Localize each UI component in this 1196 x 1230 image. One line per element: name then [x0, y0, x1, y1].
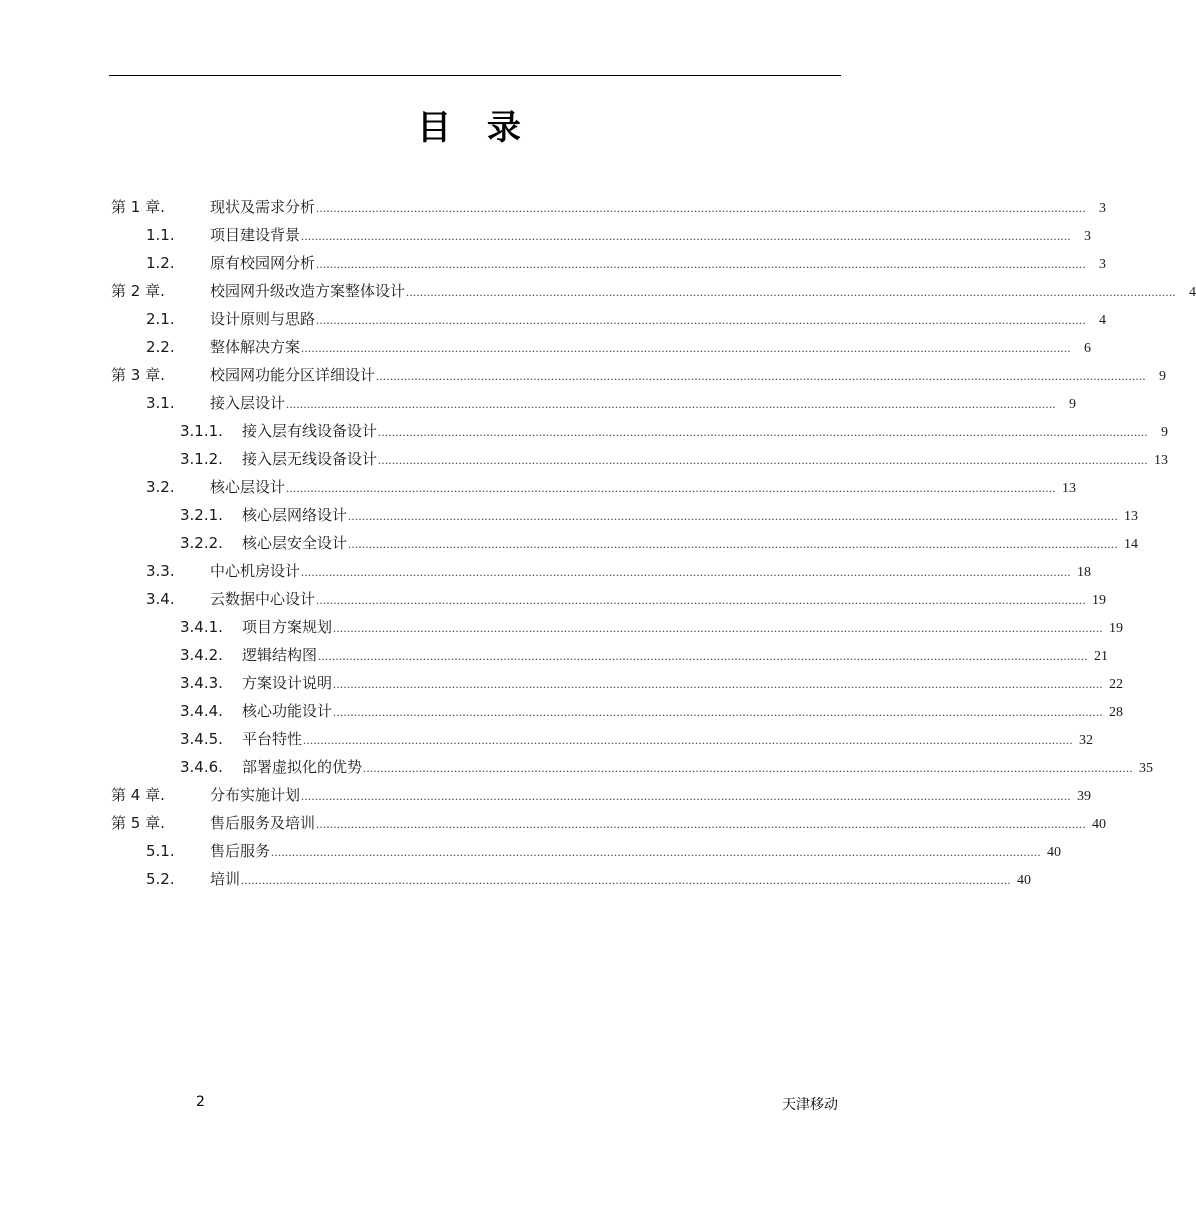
- toc-entry-label[interactable]: 核心功能设计: [242, 702, 333, 720]
- toc-entry-page: 39: [1077, 789, 1092, 804]
- toc-entry-page: 3: [1099, 201, 1107, 216]
- toc-entry-number: 1.2.: [146, 254, 175, 272]
- toc-entry-page: 40: [1047, 845, 1062, 860]
- toc-dot-leader: ............................................................................................................................................................................................................................: [316, 593, 1087, 607]
- toc-entry-page: 4: [1099, 313, 1107, 328]
- toc-dot-leader: ............................................................................................................................................................................................................................: [333, 705, 1104, 719]
- toc-dot-leader: ............................................................................................................................................................................................................................: [318, 649, 1089, 663]
- toc-entry[interactable]: [180, 501, 1139, 529]
- toc-dot-leader: ............................................................................................................................................................................................................................: [301, 565, 1072, 579]
- toc-entry-page: 22: [1109, 677, 1124, 692]
- toc-entry-label[interactable]: 接入层设计: [210, 394, 286, 412]
- toc-entry-label[interactable]: 项目方案规划: [242, 618, 333, 636]
- footer-company: 天津移动: [782, 1097, 838, 1113]
- toc-dot-leader: ............................................................................................................................................................................................................................: [333, 621, 1104, 635]
- toc-entry-label[interactable]: 逻辑结构图: [242, 646, 318, 664]
- toc-entry-number: 3.4.1.: [180, 618, 223, 636]
- toc-entry-label[interactable]: 培训: [210, 870, 241, 888]
- toc-entry-label[interactable]: 分布实施计划: [210, 786, 301, 804]
- toc-entry[interactable]: [146, 333, 1092, 361]
- toc-entry-number: 3.1.2.: [180, 450, 223, 468]
- toc-entry[interactable]: [146, 221, 1092, 249]
- toc-dot-leader: ............................................................................................................................................................................................................................: [378, 425, 1149, 439]
- toc-dot-leader: ............................................................................................................................................................................................................................: [286, 481, 1057, 495]
- toc-entry-number: 第 5 章.: [111, 814, 165, 832]
- toc-entry-page: 9: [1161, 425, 1169, 440]
- toc-entry[interactable]: [146, 473, 1077, 501]
- toc-entry[interactable]: [146, 389, 1077, 417]
- toc-entry[interactable]: [111, 277, 1196, 305]
- toc-entry-page: 40: [1092, 817, 1107, 832]
- toc-dot-leader: ............................................................................................................................................................................................................................: [301, 229, 1072, 243]
- toc-entry-page: 19: [1092, 593, 1107, 608]
- toc-dot-leader: ............................................................................................................................................................................................................................: [301, 789, 1072, 803]
- toc-entry-label[interactable]: 售后服务: [210, 842, 271, 860]
- toc-entry-number: 3.4.4.: [180, 702, 223, 720]
- toc-entry-page: 13: [1124, 509, 1139, 524]
- toc-entry[interactable]: [146, 865, 1032, 893]
- toc-entry-number: 3.4.2.: [180, 646, 223, 664]
- toc-entry-label[interactable]: 校园网升级改造方案整体设计: [210, 282, 406, 300]
- toc-entry-label[interactable]: 原有校园网分析: [210, 254, 316, 272]
- toc-entry[interactable]: [180, 529, 1139, 557]
- toc-entry-number: 3.1.: [146, 394, 175, 412]
- toc-entry[interactable]: [111, 193, 1107, 221]
- toc-entry-page: 13: [1154, 453, 1169, 468]
- toc-entry-page: 3: [1099, 257, 1107, 272]
- toc-dot-leader: ............................................................................................................................................................................................................................: [376, 369, 1147, 383]
- toc-entry-number: 第 3 章.: [111, 366, 165, 384]
- toc-entry-page: 35: [1139, 761, 1154, 776]
- toc-entry-number: 2.1.: [146, 310, 175, 328]
- toc-entry[interactable]: [180, 725, 1094, 753]
- toc-entry-number: 3.4.6.: [180, 758, 223, 776]
- toc-dot-leader: ............................................................................................................................................................................................................................: [316, 817, 1087, 831]
- toc-entry-number: 2.2.: [146, 338, 175, 356]
- toc-entry[interactable]: [180, 613, 1124, 641]
- toc-dot-leader: ............................................................................................................................................................................................................................: [241, 873, 1012, 887]
- toc-entry[interactable]: [111, 781, 1092, 809]
- toc-entry-label[interactable]: 现状及需求分析: [210, 198, 316, 216]
- toc-dot-leader: ............................................................................................................................................................................................................................: [316, 313, 1087, 327]
- toc-entry-label[interactable]: 校园网功能分区详细设计: [210, 366, 376, 384]
- toc-dot-leader: ............................................................................................................................................................................................................................: [303, 733, 1074, 747]
- toc-entry-page: 6: [1084, 341, 1092, 356]
- toc-dot-leader: ............................................................................................................................................................................................................................: [333, 677, 1104, 691]
- toc-dot-leader: ............................................................................................................................................................................................................................: [406, 285, 1177, 299]
- toc-entry-number: 第 2 章.: [111, 282, 165, 300]
- footer-page-number: 2: [196, 1094, 205, 1110]
- toc-entry-label[interactable]: 项目建设背景: [210, 226, 301, 244]
- toc-entry[interactable]: [146, 557, 1092, 585]
- toc-entry-label[interactable]: 接入层无线设备设计: [242, 450, 378, 468]
- toc-entry-number: 第 1 章.: [111, 198, 165, 216]
- toc-entry-page: 19: [1109, 621, 1124, 636]
- toc-entry-label[interactable]: 云数据中心设计: [210, 590, 316, 608]
- toc-entry[interactable]: [146, 585, 1107, 613]
- toc-entry-label[interactable]: 售后服务及培训: [210, 814, 316, 832]
- toc-dot-leader: ............................................................................................................................................................................................................................: [271, 845, 1042, 859]
- toc-entry-label[interactable]: 核心层设计: [210, 478, 286, 496]
- toc-entry-page: 18: [1077, 565, 1092, 580]
- toc-entry-page: 28: [1109, 705, 1124, 720]
- toc-dot-leader: ............................................................................................................................................................................................................................: [348, 537, 1119, 551]
- toc-entry-number: 3.2.2.: [180, 534, 223, 552]
- toc-dot-leader: ............................................................................................................................................................................................................................: [316, 257, 1087, 271]
- toc-entry-label[interactable]: 平台特性: [242, 730, 303, 748]
- toc-entry-label[interactable]: 核心层网络设计: [242, 506, 348, 524]
- toc-entry[interactable]: [180, 753, 1154, 781]
- toc-entry-number: 第 4 章.: [111, 786, 165, 804]
- toc-entry-number: 3.3.: [146, 562, 175, 580]
- toc-entry-page: 9: [1159, 369, 1167, 384]
- toc-entry-number: 3.4.5.: [180, 730, 223, 748]
- toc-entry-label[interactable]: 接入层有线设备设计: [242, 422, 378, 440]
- toc-entry-number: 3.4.: [146, 590, 175, 608]
- toc-entry-page: 3: [1084, 229, 1092, 244]
- toc-entry-number: 3.2.1.: [180, 506, 223, 524]
- toc-entry-number: 5.1.: [146, 842, 175, 860]
- toc-entry-number: 5.2.: [146, 870, 175, 888]
- toc-entry-number: 3.4.3.: [180, 674, 223, 692]
- toc-entry-page: 14: [1124, 537, 1139, 552]
- toc-entry-page: 4: [1189, 285, 1196, 300]
- toc-entry[interactable]: [180, 417, 1169, 445]
- toc-entry[interactable]: [180, 641, 1109, 669]
- toc-entry-number: 3.2.: [146, 478, 175, 496]
- toc-entry[interactable]: [180, 669, 1124, 697]
- page-title: 目 录: [417, 108, 533, 148]
- toc-entry-page: 21: [1094, 649, 1109, 664]
- toc-dot-leader: ............................................................................................................................................................................................................................: [348, 509, 1119, 523]
- toc-entry-label[interactable]: 中心机房设计: [210, 562, 301, 580]
- toc-dot-leader: ............................................................................................................................................................................................................................: [378, 453, 1149, 467]
- toc-entry[interactable]: [146, 305, 1107, 333]
- toc-entry-page: 32: [1079, 733, 1094, 748]
- toc-entry-label[interactable]: 部署虚拟化的优势: [242, 758, 363, 776]
- toc-entry[interactable]: [146, 837, 1062, 865]
- toc-dot-leader: ............................................................................................................................................................................................................................: [316, 201, 1087, 215]
- toc-entry-label[interactable]: 整体解决方案: [210, 338, 301, 356]
- toc-entry[interactable]: [111, 809, 1107, 837]
- toc-dot-leader: ............................................................................................................................................................................................................................: [286, 397, 1057, 411]
- toc-entry[interactable]: [180, 697, 1124, 725]
- toc-entry-label[interactable]: 设计原则与思路: [210, 310, 316, 328]
- toc-dot-leader: ............................................................................................................................................................................................................................: [363, 761, 1134, 775]
- toc-entry[interactable]: [146, 249, 1107, 277]
- toc-entry-label[interactable]: 核心层安全设计: [242, 534, 348, 552]
- toc-dot-leader: ............................................................................................................................................................................................................................: [301, 341, 1072, 355]
- header-rule: [109, 75, 841, 76]
- toc-entry[interactable]: [111, 361, 1167, 389]
- toc-entry-number: 1.1.: [146, 226, 175, 244]
- toc-entry[interactable]: [180, 445, 1169, 473]
- toc-entry-label[interactable]: 方案设计说明: [242, 674, 333, 692]
- toc-entry-page: 40: [1017, 873, 1032, 888]
- toc-entry-page: 13: [1062, 481, 1077, 496]
- toc-entry-page: 9: [1069, 397, 1077, 412]
- toc-entry-number: 3.1.1.: [180, 422, 223, 440]
